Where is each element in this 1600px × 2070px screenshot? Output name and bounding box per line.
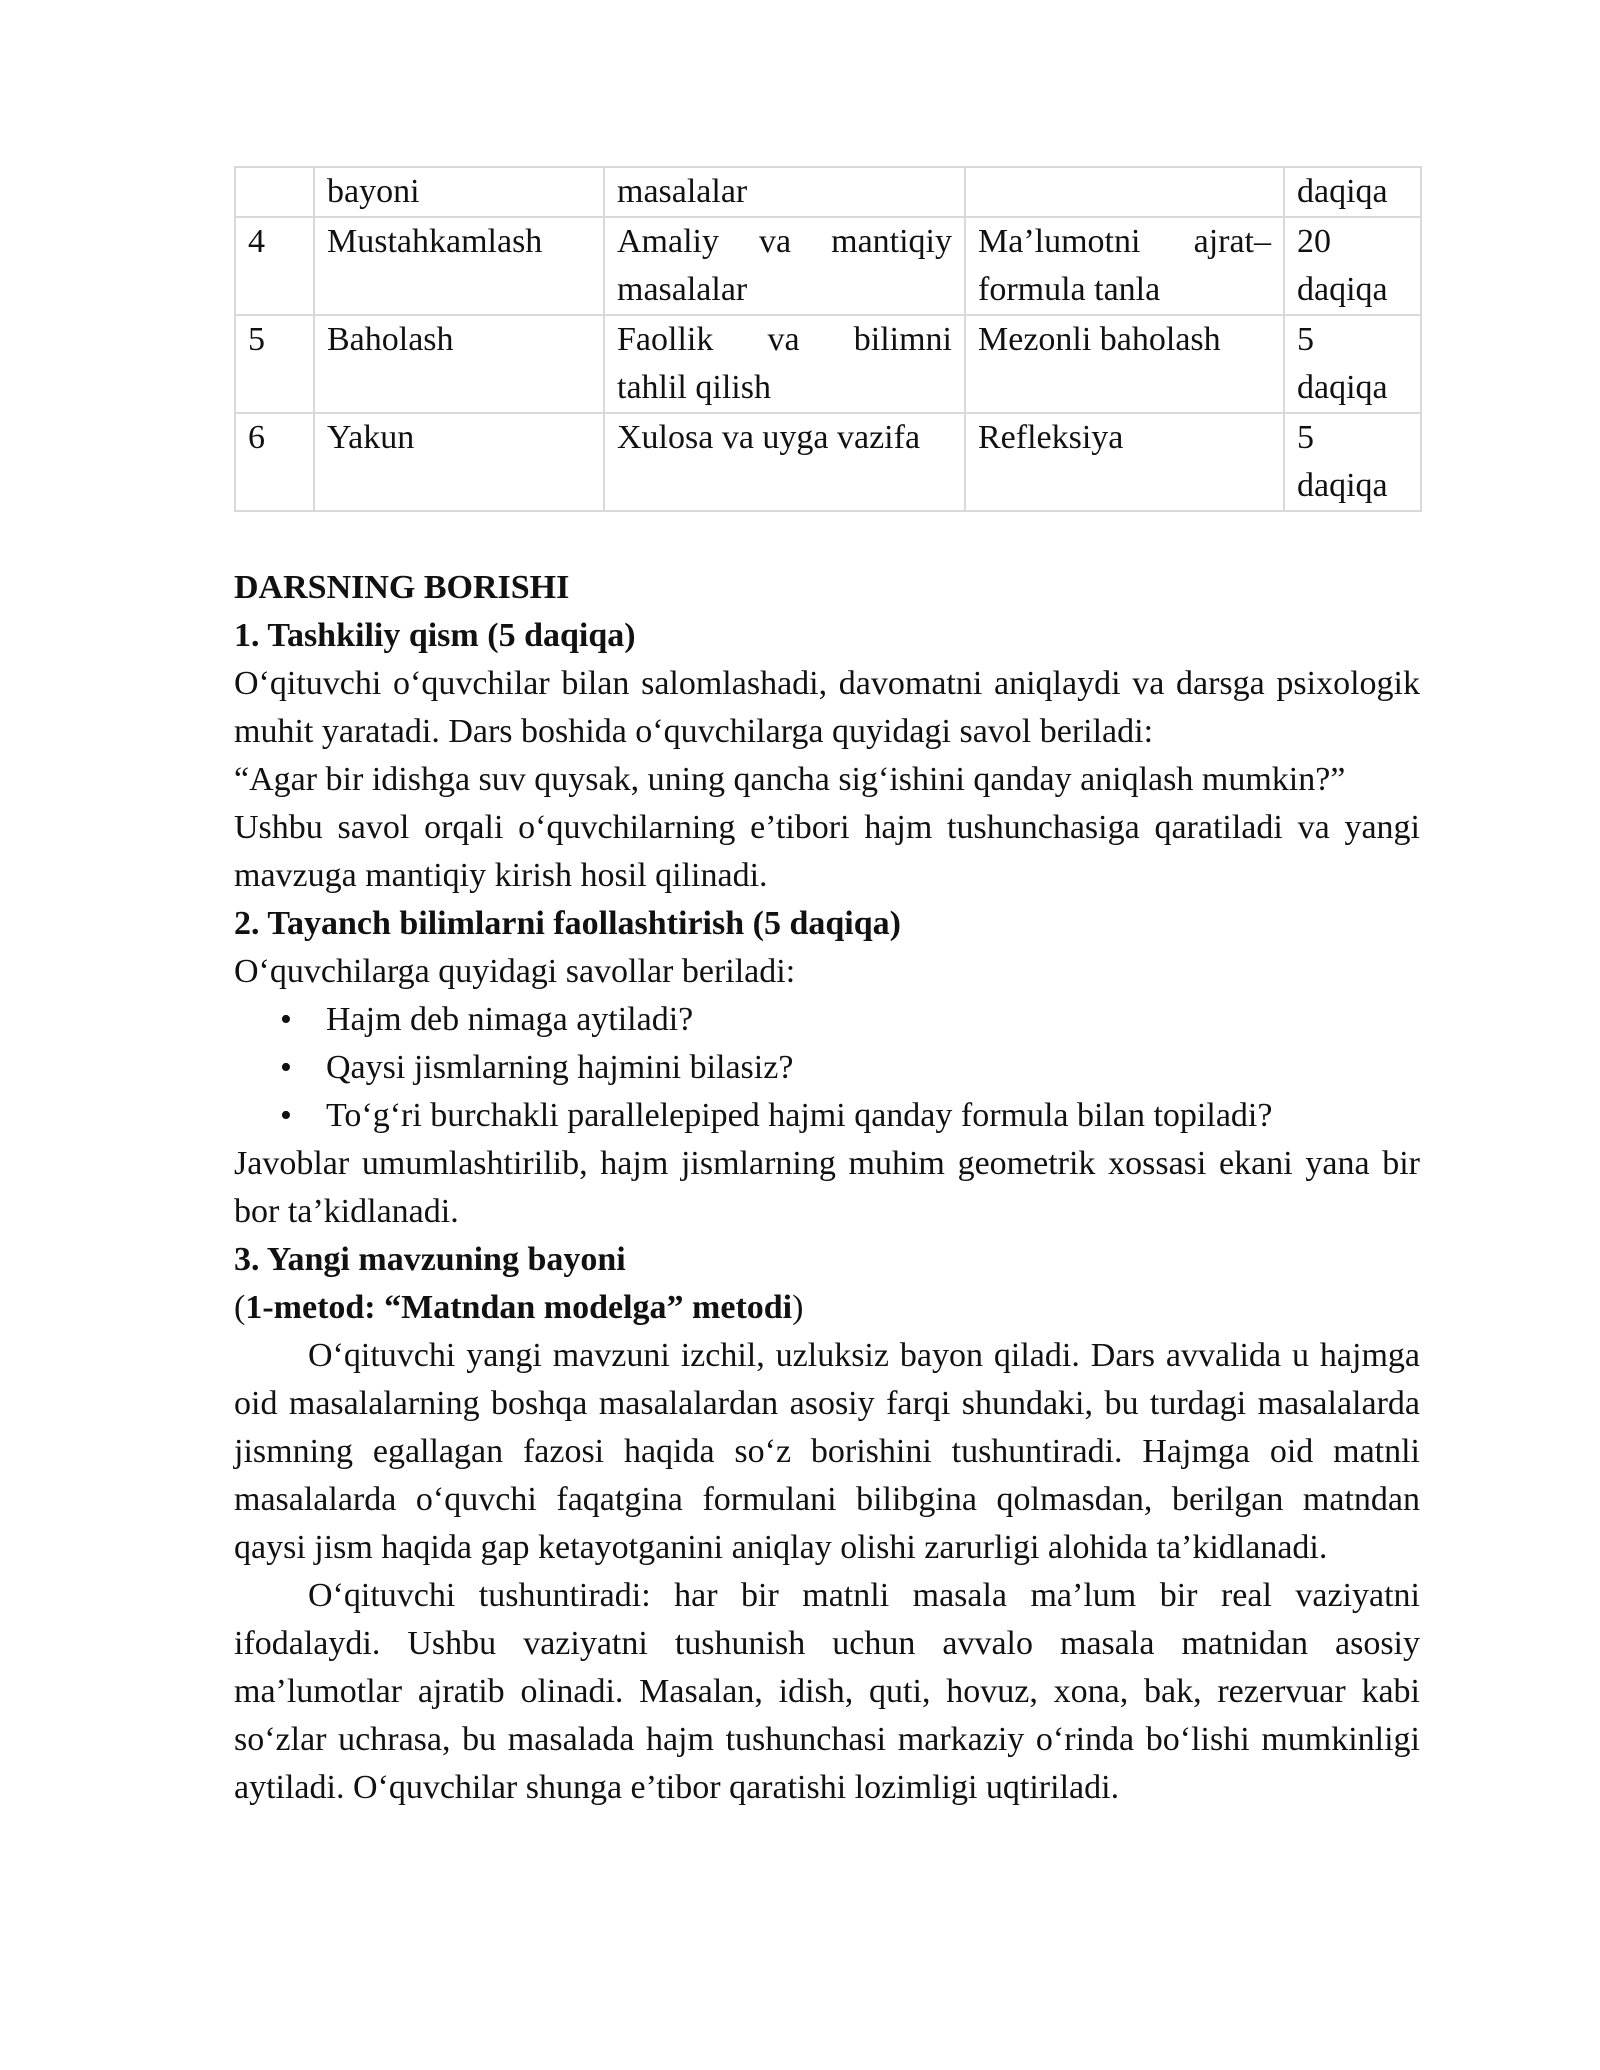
list-item-text: To‘g‘ri burchakli parallelepiped hajmi qanday formula bilan topiladi? bbox=[326, 1097, 1273, 1134]
table-cell-method: Mezonli baholash bbox=[965, 315, 1284, 413]
table-cell-stage: Yakun bbox=[314, 413, 604, 511]
cell-line: formula tanla bbox=[978, 271, 1161, 308]
table-cell-method bbox=[965, 217, 1284, 315]
paragraph: Javoblar umumlashtirilib, hajm jismlarning muhim geometrik xossasi ekani yana bir bor ta’kidlanadi. bbox=[234, 1145, 1420, 1230]
quote-paragraph: “Agar bir idishga suv quysak, uning qancha sig‘ishini qanday aniqlash mumkin?” bbox=[234, 761, 1346, 798]
cell-line: 5 bbox=[1297, 419, 1314, 456]
cell-line: 5 bbox=[1297, 321, 1314, 358]
table-row bbox=[235, 167, 1421, 217]
paragraph: O‘qituvchi tushuntiradi: har bir matnli masala ma’lum bir real vaziyatni ifodalaydi. Ushbu vaziyatni tushunish uchun avvalo masala matnidan asosiy ma’lumotlar ajratib olinadi. Masalan, idish, quti, hovuz, xona, bak, rezervuar kabi so‘zlar uchrasa, bu masalada hajm tushunchasi markaziy o‘rinda bo‘lishi mumkinligi aytiladi. O‘quvchilar shunga e’tibor qaratishi lozimligi uqtiriladi. bbox=[234, 1577, 1420, 1806]
question-list bbox=[234, 996, 1420, 1140]
bullet-icon: • bbox=[280, 1097, 292, 1134]
section-title: 2. Tayanch bilimlarni faollashtirish (5 daqiqa) bbox=[234, 905, 901, 942]
method-subtitle bbox=[234, 1284, 1420, 1332]
cell-line: daqiqa bbox=[1297, 467, 1388, 504]
paragraph: O‘qituvchi yangi mavzuni izchil, uzluksiz bayon qiladi. Dars avvalida u hajmga oid masalalarning boshqa masalalardan asosiy farqi shundaki, bu turdagi masalalarda jismning egallagan fazosi haqida so‘z borishini tushuntiradi. Hajmga oid matnli masalalarda o‘quvchi faqatgina formulani bilibgina qolmasdan, berilgan matndan qaysi jism haqida gap ketayotganini aniqlay olishi zarurligi alohida ta’kidlanadi. bbox=[234, 1337, 1420, 1566]
table-cell-content bbox=[604, 217, 965, 315]
cell-line: daqiqa bbox=[1297, 271, 1388, 308]
cell-line: Amaliy va mantiqiy bbox=[617, 223, 952, 260]
table-cell-content bbox=[604, 315, 965, 413]
table-cell-content: masalalar bbox=[604, 167, 965, 217]
table-cell-stage: Baholash bbox=[314, 315, 604, 413]
paragraph: O‘qituvchi o‘quvchilar bilan salomlashadi, davomatni aniqlaydi va darsga psixologik muhit yaratadi. Dars boshida o‘quvchilarga quyidagi savol beriladi: bbox=[234, 665, 1420, 750]
table-row bbox=[235, 217, 1421, 315]
section-heading: DARSNING BORISHI bbox=[234, 569, 570, 606]
table-cell-method bbox=[965, 167, 1284, 217]
table-cell-method: Refleksiya bbox=[965, 413, 1284, 511]
table-cell-stage: Mustahkamlash bbox=[314, 217, 604, 315]
table-row bbox=[235, 413, 1421, 511]
cell-line: masalalar bbox=[617, 271, 748, 308]
list-item bbox=[280, 996, 1420, 1044]
table-cell-time bbox=[1284, 315, 1421, 413]
paragraph: Ushbu savol orqali o‘quvchilarning e’tibori hajm tushunchasiga qaratiladi va yangi mavzuga mantiqiy kirish hosil qilinadi. bbox=[234, 809, 1420, 894]
lesson-plan-table bbox=[234, 166, 1422, 512]
cell-line: tahlil qilish bbox=[617, 369, 771, 406]
document-page bbox=[234, 166, 1420, 1812]
table-cell-content: Xulosa va uyga vazifa bbox=[604, 413, 965, 511]
list-item bbox=[280, 1092, 1420, 1140]
table-cell-stage: bayoni bbox=[314, 167, 604, 217]
section-title: 3. Yangi mavzuning bayoni bbox=[234, 1241, 626, 1278]
table-row bbox=[235, 315, 1421, 413]
paren-open: ( bbox=[234, 1289, 246, 1326]
cell-line: daqiqa bbox=[1297, 369, 1388, 406]
list-item-text: Hajm deb nimaga aytiladi? bbox=[326, 1001, 694, 1038]
cell-line: 20 bbox=[1297, 223, 1331, 260]
cell-line: Faollik va bilimni bbox=[617, 321, 952, 358]
table-cell-time: daqiqa bbox=[1284, 167, 1421, 217]
section-title: 1. Tashkiliy qism (5 daqiqa) bbox=[234, 617, 636, 654]
list-item-text: Qaysi jismlarning hajmini bilasiz? bbox=[326, 1049, 794, 1086]
bullet-icon: • bbox=[280, 1049, 292, 1086]
table-cell-number bbox=[235, 167, 314, 217]
table-cell-number: 6 bbox=[235, 413, 314, 511]
paren-close: ) bbox=[792, 1289, 804, 1326]
cell-line: Ma’lumotni ajrat– bbox=[978, 223, 1271, 260]
bullet-icon: • bbox=[280, 1001, 292, 1038]
table-cell-number: 4 bbox=[235, 217, 314, 315]
table-cell-time bbox=[1284, 413, 1421, 511]
table-cell-time bbox=[1284, 217, 1421, 315]
list-item bbox=[280, 1044, 1420, 1092]
method-name: 1-metod: “Matndan modelga” metodi bbox=[245, 1289, 793, 1326]
table-cell-number: 5 bbox=[235, 315, 314, 413]
paragraph: O‘quvchilarga quyidagi savollar beriladi: bbox=[234, 953, 796, 990]
